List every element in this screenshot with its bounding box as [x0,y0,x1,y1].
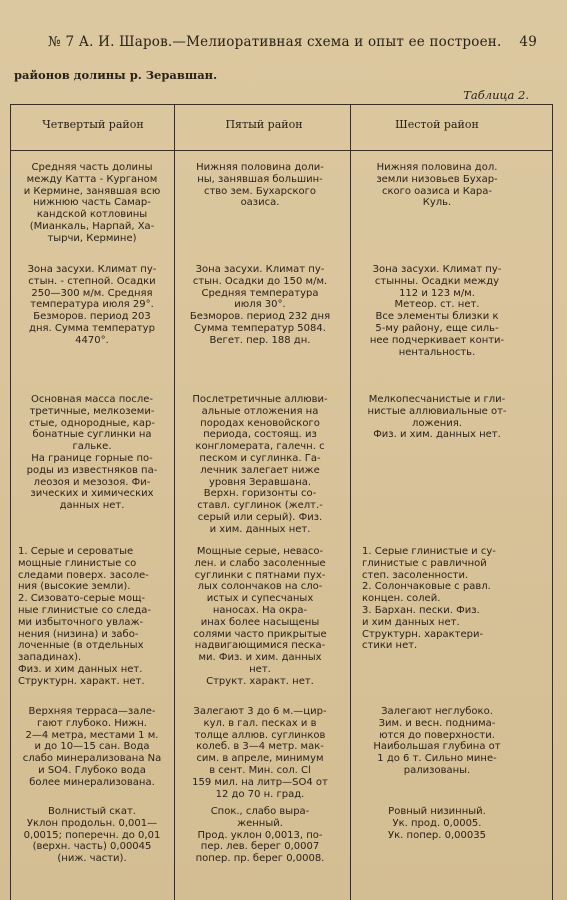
cell-r6-c1: Волнистый скат. Уклон продольн. 0,001— 0,0015; поперечн. до 0,01 (верхн. часть) 0,00045 (ниж. части). [23,806,161,865]
cell-r4-c3: 1. Серые глинистые и су- глинистые с равличной степ. засоленности. 2. Солончаковые с равл. концен. солей. 3. Бархан. пески. Физ. и хим данных нет. Структурн. характери- стики нет. [362,546,496,652]
page-number: 49 [519,34,537,50]
cell-r1-c2: Нижняя половина доли- ны, занявшая большин- ство зем. Бухарского оазиса. [196,162,324,209]
cell-r4-c1: 1. Серые и сероватые мощные глинистые со следами поверх. засоле- ния (высокие земли). 2. Сизовато-серые мощ- ные глинистые со следа- ми избыточного увлаж- нения (низина) и забо- лоченные (в отдельных западинах). Физ. и хим данных нет. Структурн. характ. нет. [18,546,151,687]
column-divider-2 [350,104,351,900]
cell-r5-c2: Залегают 3 до 6 м.—цир- кул. в гал. песках и в толще аллюв. суглинков колеб. в 3—4 метр. мак- сим. в апреле, минимум в сент. Мин. сол. Cl 159 мил. на литр—SO4 от 12 до 70 н. град. [192,706,328,800]
running-header [48,34,537,50]
column-divider-1 [174,104,175,900]
column-header-6: Шестой район [395,118,479,131]
cell-r1-c3: Нижняя половина дол. земли низовьев Бухар- ского оазиса и Кара- Куль. [376,162,498,209]
cell-r2-c1: Зона засухи. Климат пу- стын. - степной. Осадки 250—300 м/м. Средняя температура июля 29°. Безморов. период 203 дня. Сумма температур 4470°. [27,264,157,346]
table-label: Таблица 2. [463,88,529,102]
table-header-row [10,104,553,151]
table-border-left [10,104,11,900]
column-header-5: Пятый район [225,118,303,131]
cell-r2-c3: Зона засухи. Климат пу- стынны. Осадки между 112 и 123 м/м. Метеор. ст. нет. Все элементы близки к 5-му району, еще силь- нее подчеркивает конти- нентальность. [369,264,505,358]
table-caption: районов долины р. Зеравшан. [14,68,218,82]
cell-r4-c2: Мощные серые, невасо- лен. и слабо засоленные суглинки с пятнами пух- лых солончаков на сло- истых и супесчаных наносах. На окра- инах более насыщены солями часто прикрытые надвигающимися песка- ми. Физ. и хим. данных нет. Структ. характ. нет. [193,546,327,687]
cell-r6-c3: Ровный низинный. Ук. прод. 0,0005. Ук. попер. 0,00035 [388,806,486,841]
cell-r5-c1: Верхняя терраса—зале- гают глубоко. Нижн. 2—4 метра, местами 1 м. и до 10—15 сан. Вода слабо минерализована Na и SO4. Глубоко вода более минерализована. [22,706,162,788]
cell-r6-c2: Спок., слабо выра- женный. Прод. уклон 0,0013, по- пер. лев. берег 0,0007 попер. пр. берег 0,0008. [195,806,325,865]
cell-r2-c2: Зона засухи. Климат пу- стын. Осадки до 150 м/м. Средняя температура июля 30°. Безморов. период 232 дня Сумма температур 5084. Вегет. пер. 188 дн. [189,264,331,346]
table-border-right [552,104,553,900]
column-header-4: Четвертый район [42,118,144,131]
cell-r3-c2: Послетретичные аллюви- альные отложения на породах кеновойского периода, состоящ. из конгломерата, галечн. с песком и суглинка. Га- лечник залегает ниже уровня Зеравшана. Верхн. горизонты со- ставл. суглинок (желт.- серый или серый). Физ. и хим. данных нет. [192,394,328,535]
cell-r5-c3: Залегают неглубоко. Зим. и весн. поднима- ются до поверхности. Наибольшая глубина от 1 до 6 т. Сильно мине- рализованы. [373,706,501,776]
cell-r3-c1: Основная масса после- третичные, мелкоземи- стые, однородные, кар- бонатные суглинки на гальке. На границе горные по- роды из известняков па- леозоя и мезозоя. Фи- зических и химических данных нет. [26,394,158,512]
header-title: № 7 А. И. Шаров.—Мелиоративная схема и опыт ее построен. [48,34,502,50]
cell-r1-c1: Средняя часть долины между Катта - Курганом и Кермине, занявшая всю нижнюю часть Самар- кандской котловины (Мианкаль, Нарпай, Ха- тырчи, Кермине) [23,162,161,244]
cell-r3-c3: Мелкопесчанистые и гли- нистые аллювиальные от- ложения. Физ. и хим. данных нет. [367,394,507,441]
